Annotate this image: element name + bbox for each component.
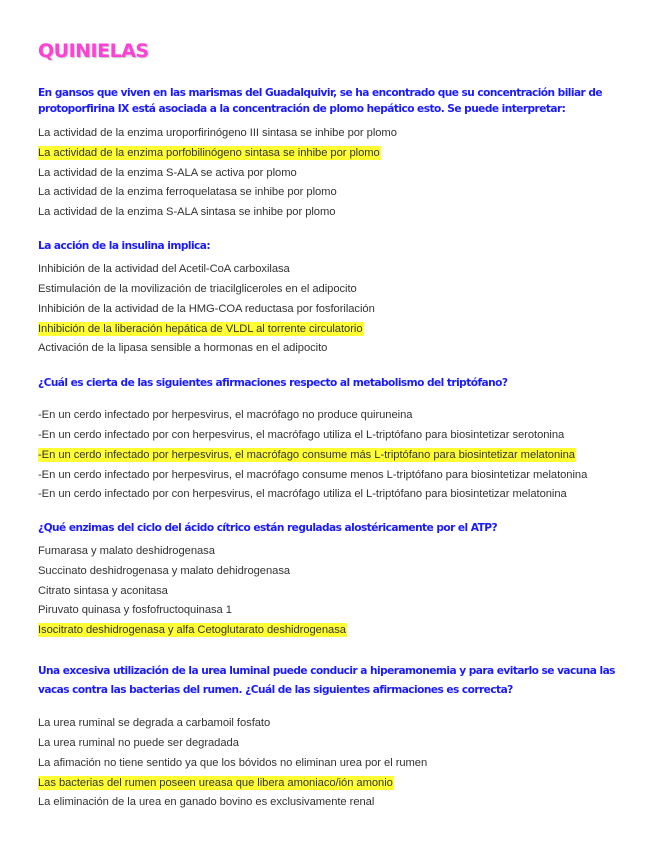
answer-option: La actividad de la enzima S-ALA se activa por plomo <box>38 167 297 179</box>
question-text: vacas contra las bacterias del rumen. ¿Cuál de las siguientes afirmaciones es correcta? <box>38 684 513 696</box>
answer-option: -En un cerdo infectado por herpesvirus, el macrófago no produce quiruneina <box>38 409 413 421</box>
answer-option-correct: La actividad de la enzima porfobilinógeno sintasa se inhibe por plomo <box>38 147 380 159</box>
answer-option: Fumarasa y malato deshidrogenasa <box>38 545 215 557</box>
answer-option: Piruvato quinasa y fosfofructoquinasa 1 <box>38 604 232 616</box>
answer-option-correct: Isocitrato deshidrogenasa y alfa Cetoglutarato deshidrogenasa <box>38 624 346 636</box>
answer-option: La eliminación de la urea en ganado bovino es exclusivamente renal <box>38 796 375 808</box>
question-text: ¿Cuál es cierta de las siguientes afirmaciones respecto al metabolismo del triptófano? <box>38 377 508 389</box>
answer-option-correct: Las bacterias del rumen poseen ureasa que libera amoniaco/ión amonio <box>38 777 393 789</box>
answer-option: Estimulación de la movilización de triacilgliceroles en el adipocito <box>38 283 357 295</box>
answer-option-correct: -En un cerdo infectado por herpesvirus, el macrófago consume más L-triptófano para biosintetizar melatonina <box>38 449 575 461</box>
answer-option-correct: Inhibición de la liberación hepática de VLDL al torrente circulatorio <box>38 323 363 335</box>
answer-option: Inhibición de la actividad del Acetil-CoA carboxilasa <box>38 263 290 275</box>
answer-option: La actividad de la enzima ferroquelatasa se inhibe por plomo <box>38 186 337 198</box>
question-text: ¿Qué enzimas del ciclo del ácido cítrico están reguladas alostéricamente por el ATP? <box>38 522 498 534</box>
answer-option: -En un cerdo infectado por con herpesvirus, el macrófago utiliza el L-triptófano para biosintetizar melatonina <box>38 488 567 500</box>
question-text: En gansos que viven en las marismas del Guadalquivir, se ha encontrado que su concentración biliar de <box>38 87 603 99</box>
answer-option: Succinato deshidrogenasa y malato dehidrogenasa <box>38 565 291 577</box>
answer-option: Citrato sintasa y aconitasa <box>38 585 168 597</box>
answer-option: Inhibición de la actividad de la HMG-COA reductasa por fosforilación <box>38 303 375 315</box>
question-text: protoporfirina IX está asociada a la concentración de plomo hepático esto. Se puede interpretar: <box>38 103 566 115</box>
answer-option: -En un cerdo infectado por con herpesvirus, el macrófago utiliza el L-triptófano para biosintetizar serotonina <box>38 429 565 441</box>
answer-option: La afimación no tiene sentido ya que los bóvidos no eliminan urea por el rumen <box>38 757 428 769</box>
question-text: Una excesiva utilización de la urea luminal puede conducir a hiperamonemia y para evitarlo se vacuna las <box>38 665 615 677</box>
answer-option: La actividad de la enzima uroporfirinógeno III sintasa se inhibe por plomo <box>38 127 397 139</box>
answer-option: Activación de la lipasa sensible a hormonas en el adipocito <box>38 342 328 354</box>
answer-option: -En un cerdo infectado por herpesvirus, el macrófago consume menos L-triptófano para biosintetizar melatonina <box>38 469 588 481</box>
answer-option: La urea ruminal no puede ser degradada <box>38 737 239 749</box>
question-text: La acción de la insulina implica: <box>38 240 211 252</box>
answer-option: La actividad de la enzima S-ALA sintasa se inhibe por plomo <box>38 206 336 218</box>
document-title: QUINIELAS <box>38 40 149 62</box>
answer-option: La urea ruminal se degrada a carbamoil fosfato <box>38 717 271 729</box>
